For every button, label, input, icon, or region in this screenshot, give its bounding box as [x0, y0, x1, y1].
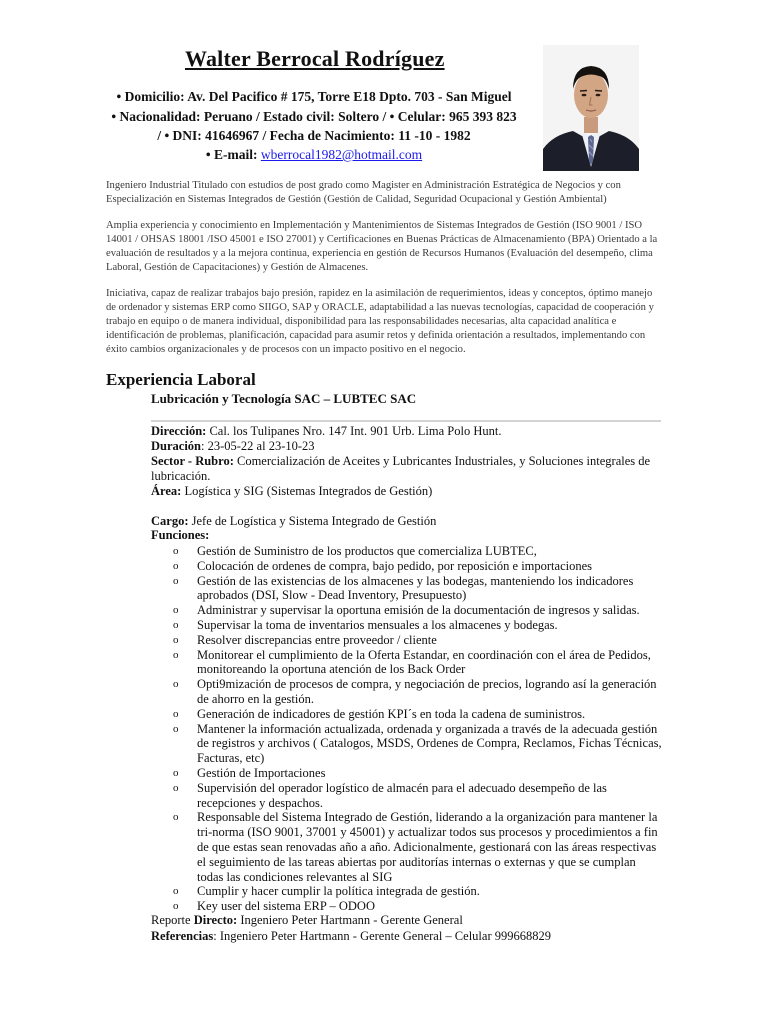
report-label: Directo:	[193, 913, 238, 927]
list-item	[171, 884, 665, 899]
summary-paragraph-3: Iniciativa, capaz de realizar trabajos bajo presión, rapidez en la asimilación de requerimientos, ideas y conceptos, óptimo manejo de ordenador y sistemas ERP como SIIGO, SAP y ORACLE, adaptabilidad a las nuevas tecnologías, capacidad de cooperación y trabajo en equipo o de manera individual, disponibilidad para las responsabilidades necesarias, alta capacidad analítica e identificación de problemas, planificación, capacidad para asumir retos y definida orientación a resultados, implementando con éxito cambios organizacionales y de procesos con un impacto positivo en el negocio.	[106, 288, 654, 356]
bullet-icon: o	[173, 604, 179, 617]
function-text: Responsable del Sistema Integrado de Gestión, liderando a la organización para mantener la tri-norma (ISO 9001, 37001 y 45001) y actualizar todos sus procesos y procedimientos a fin de que estas sean renovadas año a año. Adicionalmente, gestionará con las áreas respectivas el seguimiento de las tareas abiertas por auditorías internas o externas y que se cumplan todas las condiciones relevantes al SIG	[197, 810, 658, 884]
list-item	[171, 603, 665, 618]
job-duration	[151, 439, 661, 454]
contact-email	[100, 147, 528, 163]
bullet-icon: o	[173, 545, 179, 557]
summary-paragraph-1: Ingeniero Industrial Titulado con estudios de post grado como Magister en Administración Estratégica de Negocios y con Especialización en Sistemas Integrados de Gestión (Gestión de Calidad, Seguridad Ocupacional y Gestión Ambiental)	[106, 180, 621, 206]
function-text: Supervisar la toma de inventarios mensuales a los almacenes y bodegas.	[197, 617, 558, 632]
references	[151, 929, 661, 944]
email-link[interactable]: wberrocal1982@hotmail.com	[260, 147, 423, 162]
list-item	[171, 781, 665, 811]
function-text: Resolver discrepancias entre proveedor / cliente	[197, 632, 437, 647]
list-item	[171, 559, 665, 574]
list-item	[171, 677, 665, 707]
function-text: Administrar y supervisar la oportuna emisión de la documentación de ingresos y salidas.	[197, 603, 640, 618]
job-address-value: Cal. los Tulipanes Nro. 147 Int. 901 Urb. Lima Polo Hunt.	[206, 424, 502, 438]
bullet-icon: o	[173, 781, 179, 794]
list-item	[171, 544, 665, 559]
job-area-label: Área:	[151, 484, 182, 498]
job-address-label: Dirección:	[151, 424, 207, 438]
list-item	[171, 574, 665, 604]
function-text: Colocación de ordenes de compra, bajo pedido, por reposición e importaciones	[197, 558, 593, 573]
profile-photo	[543, 45, 639, 171]
function-text: Supervisión del operador logístico de almacén para el adecuado desempeño de las recepciones y despachos.	[197, 780, 607, 810]
job-functions-label: Funciones:	[151, 528, 210, 542]
function-text: Gestión de las existencias de los almacenes y las bodegas, manteniendo los indicadores aprobados (DSI, Slow - Dead Inventory, Presupuesto)	[197, 573, 634, 603]
company-name: Lubricación y Tecnología SAC – LUBTEC SAC	[151, 391, 417, 406]
bullet-icon: o	[173, 559, 179, 572]
bullet-icon: o	[173, 722, 179, 735]
bullet-icon: o	[173, 618, 179, 631]
job-duration-value: : 23-05-22 al 23-10-23	[201, 439, 315, 453]
bullet-icon: o	[173, 811, 179, 824]
job-sector-value: Comercialización de Aceites y Lubricantes Industriales, y Soluciones integrales de lubricación.	[151, 454, 651, 483]
divider	[151, 420, 661, 422]
job-position-label: Cargo:	[151, 514, 189, 528]
bullet-icon: o	[173, 648, 179, 661]
bullet-icon: o	[173, 633, 179, 646]
bullet-icon: o	[173, 678, 179, 691]
job-address	[151, 424, 661, 439]
job-sector-label: Sector - Rubro:	[151, 454, 234, 468]
bullet-icon: o	[173, 707, 179, 720]
candidate-name: Walter Berrocal Rodríguez	[185, 46, 445, 71]
function-text: Opti9mización de procesos de compra, y negociación de precios, logrando así la generación de ahorro en la gestión.	[197, 677, 657, 706]
list-item	[171, 722, 665, 766]
job-sector	[151, 454, 661, 484]
summary-paragraph-2: Amplia experiencia y conocimiento en Implementación y Mantenimientos de Sistemas Integrados de Gestión (ISO 9001 / ISO 14001 / OHSAS 18001 /ISO 45001 e ISO 27001) y Certificaciones en Buenas Prácticas de Almacenamiento (BPA) Orientado a la evaluación de resultados y a la mejora continua, experiencia en gestión de Recursos Humanos (Evaluación del desempeño, clima Laboral, Gestión de Capacitaciones) y Gestión de Almacenes.	[106, 220, 658, 274]
list-item	[171, 648, 665, 678]
function-text: Mantener la información actualizada, ordenada y organizada a través de la adecuada gestión de registros y archivos ( Catalogos, MSDS, Ordenes de Compra, Reclamos, Fichas Técnicas, Facturas, etc)	[197, 721, 662, 766]
job-position-value: Jefe de Logística y Sistema Integrado de Gestión	[188, 514, 437, 528]
contact-address: • Domicilio: Av. Del Pacifico # 175, Torre E18 Dpto. 703 - San Miguel	[116, 89, 512, 104]
list-item	[171, 618, 665, 633]
report-to	[151, 913, 661, 928]
job-position	[151, 514, 661, 529]
references-label: Referencias	[151, 929, 214, 943]
function-text: Key user del sistema ERP – ODOO	[197, 899, 375, 914]
job-functions-heading	[151, 528, 661, 543]
report-value: Ingeniero Peter Hartmann - Gerente General	[237, 913, 463, 927]
list-item	[171, 707, 665, 722]
references-value: : Ingeniero Peter Hartmann - Gerente General – Celular 999668829	[213, 929, 551, 943]
function-text: Generación de indicadores de gestión KPI´s en toda la cadena de suministros.	[197, 706, 586, 721]
function-text: Gestión de Suministro de los productos que comercializa LUBTEC,	[197, 544, 537, 558]
email-label: • E-mail:	[205, 147, 261, 162]
function-text: Cumplir y hacer cumplir la política integrada de gestión.	[197, 884, 480, 899]
bullet-icon: o	[173, 900, 179, 913]
list-item	[171, 810, 665, 884]
bullet-icon: o	[173, 766, 179, 779]
report-prefix: Reporte	[151, 913, 194, 927]
bullet-icon: o	[173, 574, 179, 587]
list-item	[171, 766, 665, 781]
job-area	[151, 484, 661, 499]
section-title-experience: Experiencia Laboral	[106, 370, 256, 389]
contact-nationality-phone: • Nacionalidad: Peruano / Estado civil: Soltero / • Celular: 965 393 823	[111, 109, 517, 124]
list-item	[171, 899, 665, 914]
bullet-icon: o	[173, 885, 179, 898]
function-text: Monitorear el cumplimiento de la Oferta Estandar, en coordinación con el área de Pedidos, monitoreando la oportuna atención de los Back Order	[197, 647, 651, 677]
job-area-value: Logística y SIG (Sistemas Integrados de Gestión)	[181, 484, 433, 498]
job-duration-label: Duración	[151, 439, 201, 453]
function-text: Gestión de Importaciones	[197, 765, 326, 780]
contact-dni-birthdate: / • DNI: 41646967 / Fecha de Nacimiento: 11 -10 - 1982	[157, 128, 471, 143]
job-functions-list	[171, 544, 665, 914]
list-item	[171, 633, 665, 648]
